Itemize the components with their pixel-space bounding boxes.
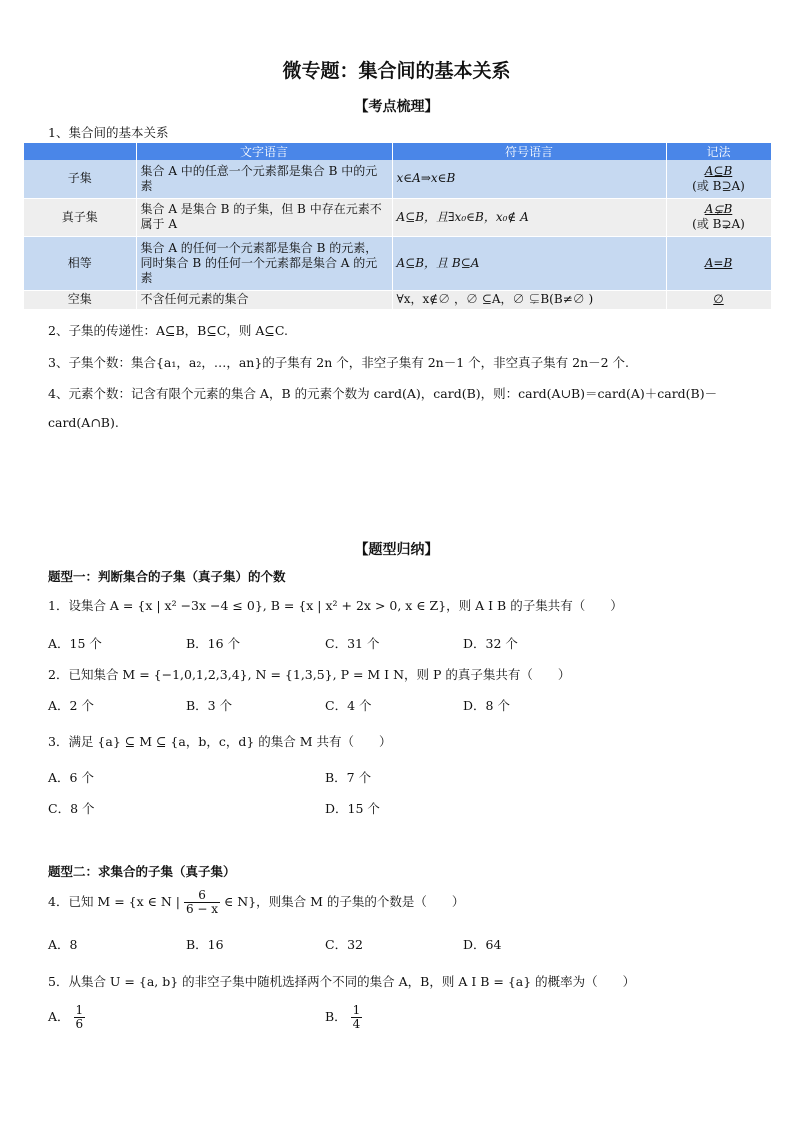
fraction-numerator: 1 [75,1003,84,1017]
question-5: 5．从集合 U = {a, b} 的非空子集中随机选择两个不同的集合 A，B，则 A I B = {a} 的概率为（ ） [48,974,636,989]
question-4 [48,889,464,916]
point-3: 3、子集个数：集合{a₁，a₂，…，an}的子集有 2n 个，非空子集有 2n－1 个，非空真子集有 2n－2 个. [48,355,630,370]
q3-option-b: B．7 个 [325,770,372,785]
row-name: 真子集 [24,198,136,236]
question-3: 3．满足 {a} ⊆ M ⊆ {a，b，c，d} 的集合 M 共有（ ） [48,734,392,749]
row-notation [666,160,771,198]
question-type-2: 题型二：求集合的子集（真子集） [48,864,236,879]
q4-fraction [184,889,220,916]
row-text: 集合 A 的任何一个元素都是集合 B 的元素，同时集合 B 的任何一个元素都是集合 A 的元素 [136,236,392,290]
set-relations-table [24,143,772,310]
row-notation [666,236,771,290]
point-2: 2、子集的传递性：A⊆B，B⊆C，则 A⊆C. [48,323,288,338]
option-label: A． [48,1009,70,1024]
q2-option-d: D．8 个 [463,698,510,713]
q1-option-d: D．32 个 [463,636,518,651]
table-header-row [24,143,771,160]
row-notation [666,198,771,236]
table-row [24,236,771,290]
row-symbol: x∈A⇒x∈B [392,160,666,198]
q4-suffix: ∈ N}，则集合 M 的子集的个数是（ ） [224,894,465,909]
table-header-cell: 记法 [666,143,771,160]
q3-option-d: D．15 个 [325,801,380,816]
notation-alt: (或 B⊇A) [692,178,745,193]
option-label: B． [325,1009,347,1024]
q2-option-a: A．2 个 [48,698,94,713]
q4-option-c: C．32 [325,937,363,952]
table-header-cell: 符号语言 [392,143,666,160]
table-header-cell: 文字语言 [136,143,392,160]
notation-main: ∅ [713,292,724,306]
page-title: 微专题：集合间的基本关系 [282,60,511,82]
row-notation [666,290,771,309]
q1-option-b: B．16 个 [186,636,241,651]
fraction-denominator: 6 − x [185,902,219,916]
q1-option-c: C．31 个 [325,636,380,651]
q4-option-b: B．16 [186,937,224,952]
q4-option-d: D．64 [463,937,502,952]
notation-main: A=B [704,255,733,270]
table-row [24,290,771,309]
section-heading-review: 【考点梳理】 [354,99,439,115]
q5-option-a [48,1004,85,1031]
row-symbol: ∀x，x∉∅ ，∅ ⊆A，∅ ⊊B(B≠∅ ) [392,290,666,309]
row-symbol: A⊆B，且 B⊆A [392,236,666,290]
row-text: 不含任何元素的集合 [136,290,392,309]
notation-main: A⊊B [704,202,733,216]
row-symbol: A⊆B，且∃x₀∈B，x₀∉ A [392,198,666,236]
q4-prefix: 4．已知 M = {x ∈ N | [48,894,180,909]
point-1: 1、集合间的基本关系 [48,125,169,140]
table-row [24,198,771,236]
q3-option-a: A．6 个 [48,770,94,785]
section-heading-question-types: 【题型归纳】 [354,542,439,558]
notation-alt: (或 B⊋A) [692,217,745,231]
q3-option-c: C．8 个 [48,801,95,816]
q2-option-c: C．4 个 [325,698,372,713]
question-2: 2．已知集合 M = {−1,0,1,2,3,4}, N = {1,3,5}, P = M I N，则 P 的真子集共有（ ） [48,667,571,682]
row-text: 集合 A 中的任意一个元素都是集合 B 中的元素 [136,160,392,198]
question-type-1: 题型一：判断集合的子集（真子集）的个数 [48,569,286,584]
row-name: 子集 [24,160,136,198]
option-fraction [351,1004,363,1031]
question-1: 1．设集合 A = {x | x² −3x −4 ≤ 0}, B = {x | x² + 2x > 0, x ∈ Z}，则 A I B 的子集共有（ ） [48,598,623,613]
point-4-line-2: card(A∩B). [48,415,119,430]
point-4-line-1: 4、元素个数：记含有限个元素的集合 A，B 的元素个数为 card(A)，card(B)，则：card(A∪B)＝card(A)＋card(B)－ [48,386,718,401]
table-header-cell [24,143,136,160]
option-fraction [74,1004,86,1031]
fraction-numerator: 1 [352,1003,361,1017]
table-row [24,160,771,198]
fraction-denominator: 4 [352,1017,361,1031]
q5-option-b [325,1004,362,1031]
fraction-denominator: 6 [75,1017,84,1031]
row-name: 相等 [24,236,136,290]
notation-main: A⊆B [704,163,733,178]
row-text: 集合 A 是集合 B 的子集，但 B 中存在元素不属于 A [136,198,392,236]
q4-option-a: A．8 [48,937,78,952]
fraction-numerator: 6 [184,889,220,903]
row-name: 空集 [24,290,136,309]
q1-option-a: A．15 个 [48,636,102,651]
q2-option-b: B．3 个 [186,698,233,713]
